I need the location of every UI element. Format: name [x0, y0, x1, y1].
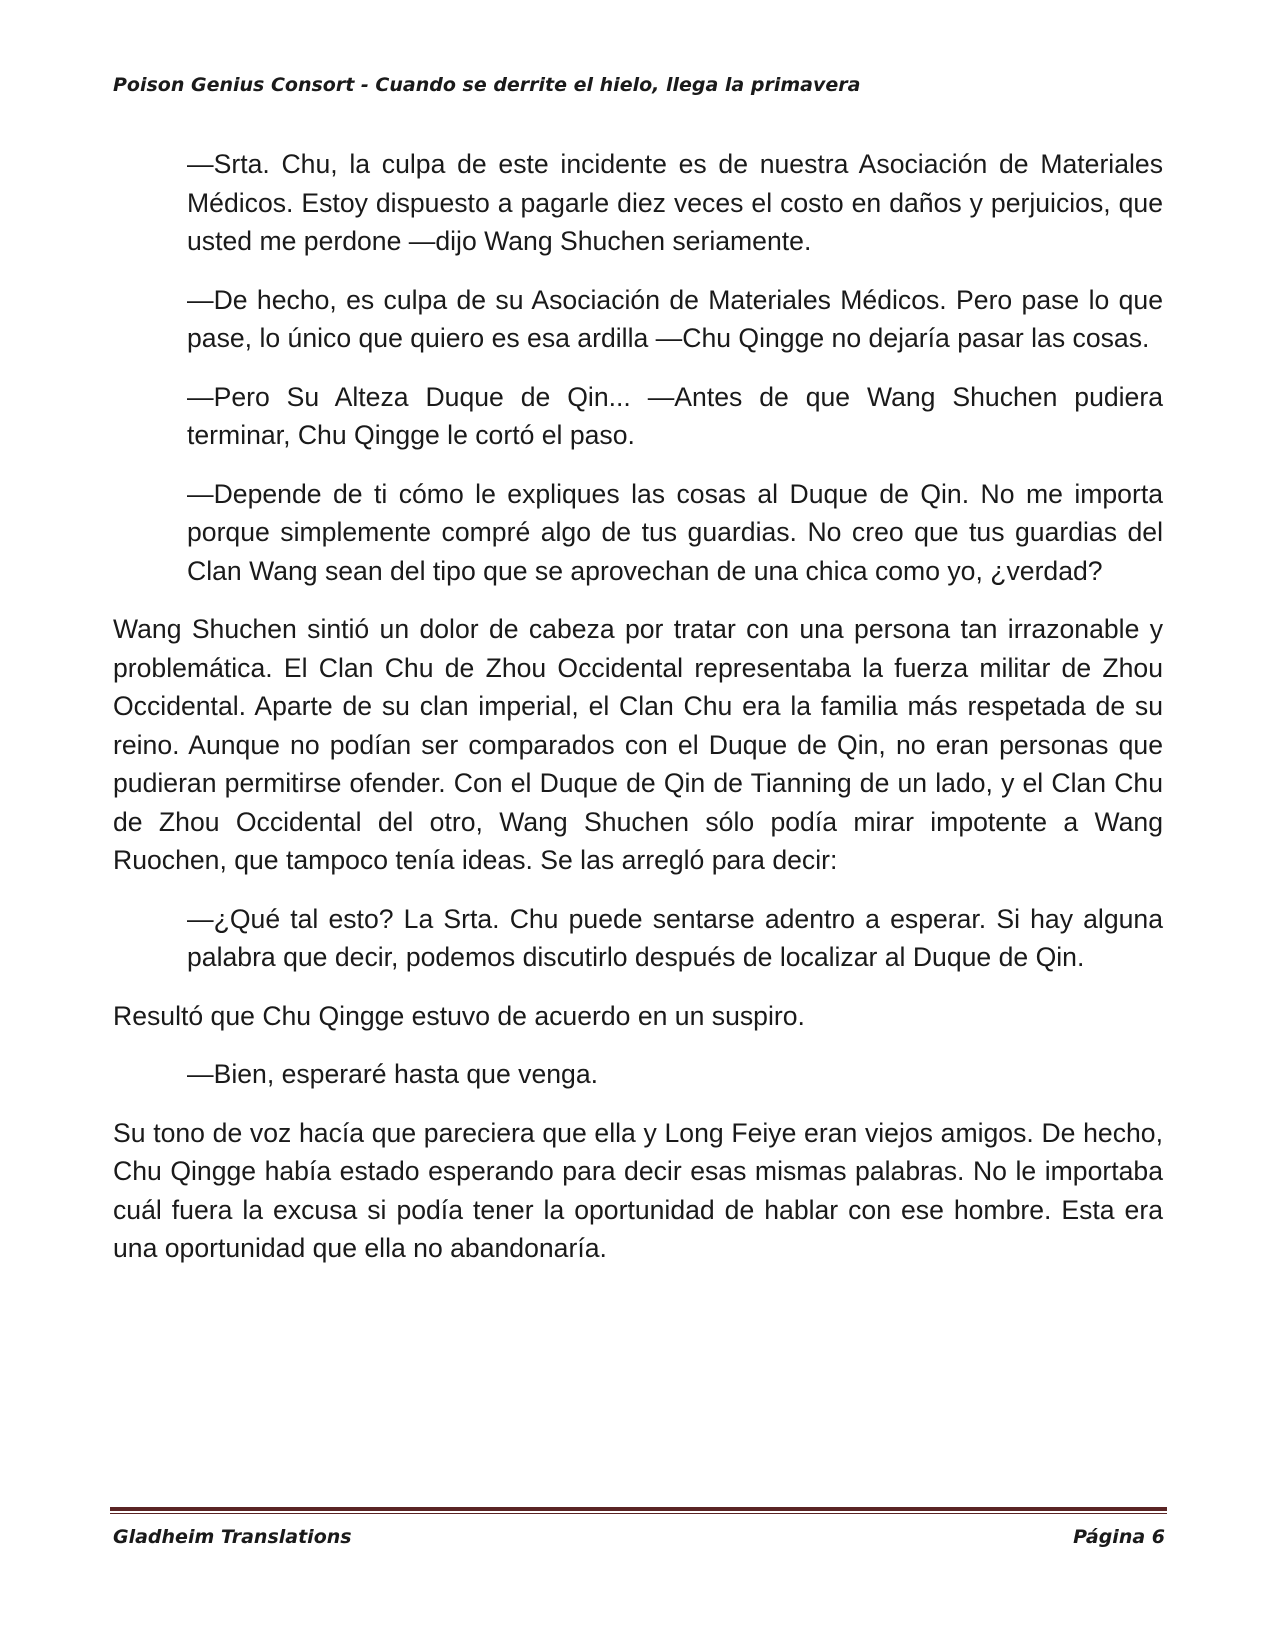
narration-paragraph: Su tono de voz hacía que pareciera que ella y Long Feiye eran viejos amigos. De hecho, Chu Qingge había estado esperando para decir esas mismas palabras. No le importaba cuál fuera la excusa si podía tener la oportunidad de hablar con ese hombre. Esta era una oportunidad que ella no abandonaría. — [113, 1117, 1163, 1263]
dialogue-paragraph: —Depende de ti cómo le expliques las cosas al Duque de Qin. No me importa porque simplemente compré algo de tus guardias. No creo que tus guardias del Clan Wang sean del tipo que se aprovechan de una chica como yo, ¿verdad? — [187, 478, 1163, 586]
running-header: Poison Genius Consort - Cuando se derrite el hielo, llega la primavera — [113, 74, 861, 96]
dialogue-paragraph: —Bien, esperaré hasta que venga. — [187, 1059, 598, 1089]
body-text — [113, 145, 1163, 1288]
footer-rule-thick — [110, 1507, 1167, 1511]
narration-paragraph: Wang Shuchen sintió un dolor de cabeza por tratar con una persona tan irrazonable y problemática. El Clan Chu de Zhou Occidental representaba la fuerza militar de Zhou Occidental. Aparte de su clan imperial, el Clan Chu era la familia más respetada de su reino. Aunque no podían ser comparados con el Duque de Qin, no eran personas que pudieran permitirse ofender. Con el Duque de Qin de Tianning de un lado, y el Clan Chu de Zhou Occidental del otro, Wang Shuchen sólo podía mirar impotente a Wang Ruochen, que tampoco tenía ideas. Se las arregló para decir: — [113, 614, 1163, 875]
dialogue-paragraph: —Srta. Chu, la culpa de este incidente es de nuestra Asociación de Materiales Médicos. Estoy dispuesto a pagarle diez veces el costo en daños y perjuicios, que usted me perdone —dijo Wang Shuchen seriamente. — [187, 149, 1163, 256]
narration-paragraph: Resultó que Chu Qingge estuvo de acuerdo en un suspiro. — [113, 1000, 805, 1031]
dialogue-paragraph: —Pero Su Alteza Duque de Qin... —Antes de que Wang Shuchen pudiera terminar, Chu Qingge le cortó el paso. — [187, 381, 1163, 450]
footer-credit: Gladheim Translations — [113, 1526, 352, 1548]
footer-rule-thin — [110, 1513, 1167, 1514]
dialogue-paragraph: —De hecho, es culpa de su Asociación de Materiales Médicos. Pero pase lo que pase, lo único que quiero es esa ardilla —Chu Qingge no dejaría pasar las cosas. — [187, 284, 1163, 353]
dialogue-paragraph: —¿Qué tal esto? La Srta. Chu puede sentarse adentro a esperar. Si hay alguna palabra que decir, podemos discutirlo después de localizar al Duque de Qin. — [187, 903, 1163, 972]
page-number: Página 6 — [1073, 1526, 1165, 1548]
